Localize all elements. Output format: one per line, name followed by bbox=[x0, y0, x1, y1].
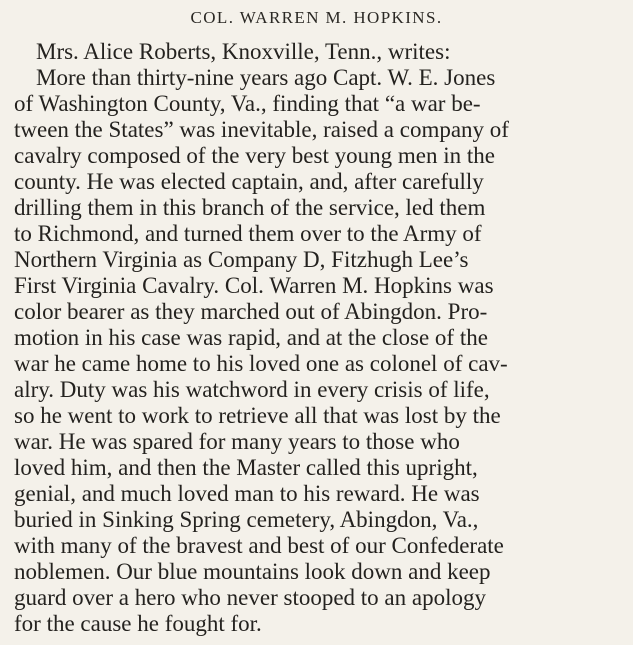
article-line: Northern Virginia as Company D, Fitzhugh Lee’s bbox=[14, 247, 469, 272]
article-line: county. He was elected captain, and, after carefully bbox=[14, 169, 484, 194]
article-line: so he went to work to retrieve all that was lost by the bbox=[14, 403, 501, 428]
article-line: of Washington County, Va., finding that “a war be- bbox=[14, 91, 481, 116]
article-line: alry. Duty was his watchword in every crisis of life, bbox=[14, 377, 490, 402]
article-line: noblemen. Our blue mountains look down and keep bbox=[14, 559, 491, 584]
article-title: COL. WARREN M. HOPKINS. bbox=[190, 8, 443, 27]
article-line: for the cause he fought for. bbox=[14, 611, 262, 636]
article-line: More than thirty-nine years ago Capt. W. E. Jones bbox=[36, 65, 496, 90]
article-line: First Virginia Cavalry. Col. Warren M. Hopkins was bbox=[14, 273, 494, 298]
article-line: to Richmond, and turned them over to the Army of bbox=[14, 221, 482, 246]
article-line: guard over a hero who never stooped to an apology bbox=[14, 585, 486, 610]
article-byline: Mrs. Alice Roberts, Knoxville, Tenn., writes: bbox=[36, 39, 451, 64]
article-line: cavalry composed of the very best young men in the bbox=[14, 143, 495, 168]
article-line: genial, and much loved man to his reward. He was bbox=[14, 481, 480, 506]
article-line: motion in his case was rapid, and at the close of the bbox=[14, 325, 488, 350]
article-line: buried in Sinking Spring cemetery, Abingdon, Va., bbox=[14, 507, 479, 532]
article-line: war he came home to his loved one as colonel of cav- bbox=[14, 351, 508, 376]
article-line: color bearer as they marched out of Abingdon. Pro- bbox=[14, 299, 488, 324]
article-line: with many of the bravest and best of our Confederate bbox=[14, 533, 504, 558]
article-line: war. He was spared for many years to those who bbox=[14, 429, 460, 454]
article-line: loved him, and then the Master called this upright, bbox=[14, 455, 478, 480]
article-line: drilling them in this branch of the service, led them bbox=[14, 195, 486, 220]
article-line: tween the States” was inevitable, raised a company of bbox=[14, 117, 509, 142]
